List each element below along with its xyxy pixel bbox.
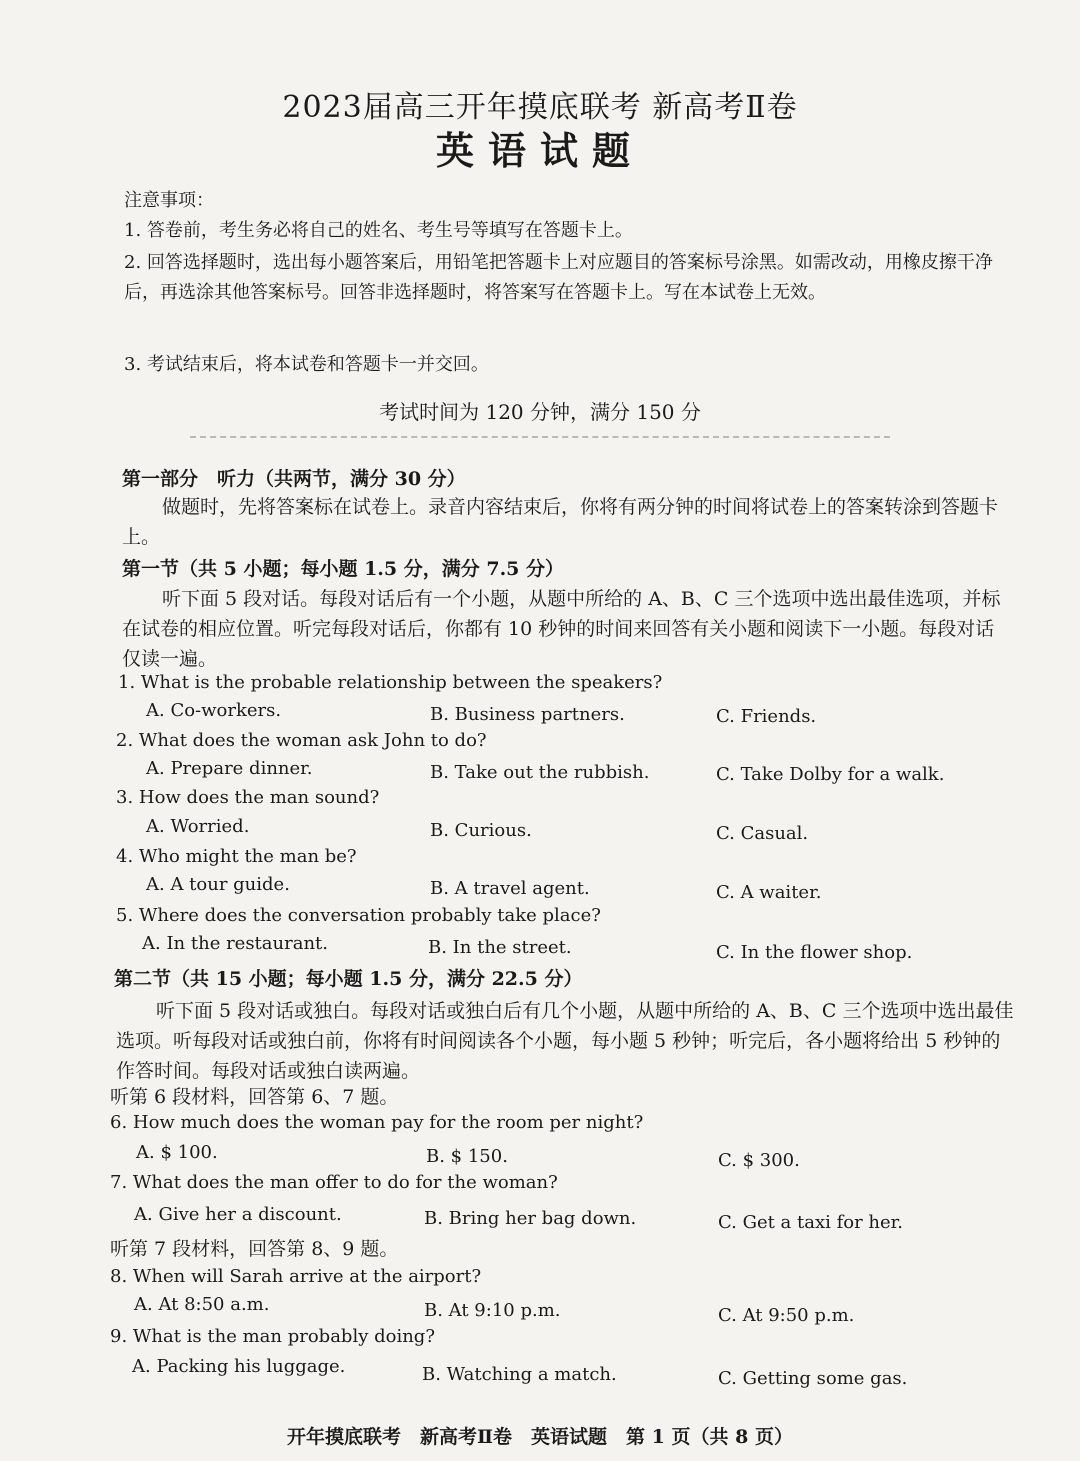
question-2: 2. What does the woman ask John to do?: [116, 730, 487, 751]
q6-option-a: A. $ 100.: [136, 1142, 218, 1163]
q1-option-c: C. Friends.: [716, 706, 817, 727]
section2-heading: 第二节（共 15 小题；每小题 1.5 分，满分 22.5 分）: [114, 968, 583, 990]
notice-heading: 注意事项：: [124, 190, 214, 211]
q4-option-c: C. A waiter.: [716, 882, 822, 903]
page-footer: 开年摸底联考 新高考Ⅱ卷 英语试题 第 1 页（共 8 页）: [287, 1426, 793, 1448]
q1-option-b: B. Business partners.: [430, 704, 625, 725]
question-8: 8. When will Sarah arrive at the airport?: [110, 1266, 482, 1287]
section2-intro: 听下面 5 段对话或独白。每段对话或独白后有几个小题，从题中所给的 A、B、C 三个选项中选出最佳选项。听每段对话或独白前，你将有时间阅读各个小题，每小题 5 秒钟；听完后，各小题将给出 5 秒钟的作答时间。每段对话或独白读两遍。: [116, 1000, 1014, 1082]
q3-option-c: C. Casual.: [716, 823, 809, 844]
material-6-instruction: 听第 6 段材料，回答第 6、7 题。: [110, 1086, 399, 1108]
q9-option-b: B. Watching a match.: [422, 1364, 617, 1385]
question-6: 6. How much does the woman pay for the room per night?: [110, 1112, 644, 1133]
q9-option-c: C. Getting some gas.: [718, 1368, 908, 1389]
question-1: 1. What is the probable relationship between the speakers?: [118, 672, 663, 693]
part1-heading: 第一部分 听力（共两节，满分 30 分）: [122, 468, 466, 490]
q7-option-b: B. Bring her bag down.: [424, 1208, 637, 1229]
q4-option-a: A. A tour guide.: [146, 874, 290, 895]
q3-option-b: B. Curious.: [430, 820, 532, 841]
question-5: 5. Where does the conversation probably take place?: [116, 905, 601, 926]
question-4: 4. Who might the man be?: [116, 846, 357, 867]
q8-option-c: C. At 9:50 p.m.: [718, 1305, 855, 1326]
exam-time: 考试时间为 120 分钟，满分 150 分: [379, 400, 701, 424]
notice-item-2: 2. 回答选择题时，选出每小题答案后，用铅笔把答题卡上对应题目的答案标号涂黑。如需改动，用橡皮擦干净后，再选涂其他答案标号。回答非选择题时，将答案写在答题卡上。写在本试卷上无效。: [124, 252, 993, 303]
q5-option-c: C. In the flower shop.: [716, 942, 913, 963]
q3-option-a: A. Worried.: [146, 816, 250, 837]
subject-title: 英语试题: [435, 128, 644, 173]
q2-option-b: B. Take out the rubbish.: [430, 762, 650, 783]
q5-option-b: B. In the street.: [428, 937, 572, 958]
q4-option-b: B. A travel agent.: [430, 878, 590, 899]
q9-option-a: A. Packing his luggage.: [132, 1356, 346, 1377]
q8-option-a: A. At 8:50 a.m.: [134, 1294, 270, 1315]
notice-item-1: 1. 答卷前，考生务必将自己的姓名、考生号等填写在答题卡上。: [124, 220, 633, 241]
exam-title: 2023届高三开年摸底联考 新高考Ⅱ卷: [282, 90, 798, 125]
part1-intro: 做题时，先将答案标在试卷上。录音内容结束后，你将有两分钟的时间将试卷上的答案转涂到答题卡上。: [122, 496, 999, 548]
q8-option-b: B. At 9:10 p.m.: [424, 1300, 561, 1321]
notice-item-3: 3. 考试结束后，将本试卷和答题卡一并交回。: [124, 354, 489, 375]
question-9: 9. What is the man probably doing?: [110, 1326, 435, 1347]
question-3: 3. How does the man sound?: [116, 787, 380, 808]
q7-option-c: C. Get a taxi for her.: [718, 1212, 904, 1233]
q7-option-a: A. Give her a discount.: [134, 1204, 342, 1225]
material-7-instruction: 听第 7 段材料，回答第 8、9 题。: [110, 1238, 399, 1260]
q2-option-c: C. Take Dolby for a walk.: [716, 764, 945, 785]
q6-option-b: B. $ 150.: [426, 1146, 508, 1167]
section1-heading: 第一节（共 5 小题；每小题 1.5 分，满分 7.5 分）: [122, 558, 565, 580]
section1-intro: 听下面 5 段对话。每段对话后有一个小题，从题中所给的 A、B、C 三个选项中选出最佳选项，并标在试卷的相应位置。听完每段对话后，你都有 10 秒钟的时间来回答有关小题和阅读下一小题。每段对话仅读一遍。: [122, 588, 1001, 670]
divider-line: [190, 436, 890, 438]
q6-option-c: C. $ 300.: [718, 1150, 800, 1171]
q5-option-a: A. In the restaurant.: [142, 933, 329, 954]
q2-option-a: A. Prepare dinner.: [146, 758, 313, 779]
question-7: 7. What does the man offer to do for the woman?: [110, 1172, 558, 1193]
q1-option-a: A. Co-workers.: [146, 700, 282, 721]
